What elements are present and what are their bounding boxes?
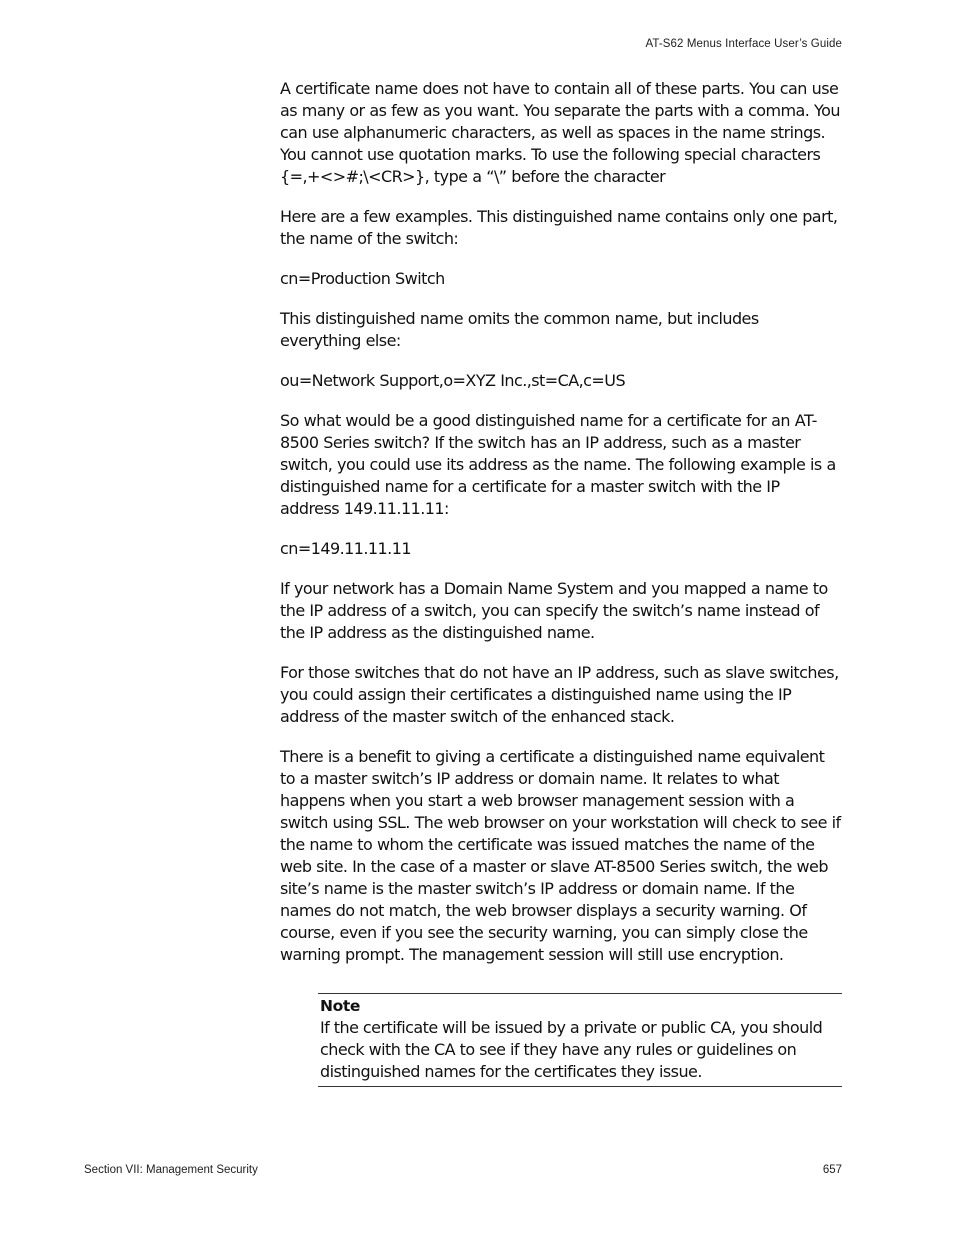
footer-page-number: 657	[822, 1164, 842, 1176]
paragraph-domain-name-system: If your network has a Domain Name System and you mapped a name to the IP address of a switch, you can specify the switch’s name instead of the IP address as the distinguished name.	[280, 579, 828, 642]
paragraph-good-distinguished-name: So what would be a good distinguished name for a certificate for an AT-8500 Series switch? If the switch has an IP address, such as a master switch, you could use its address as the name. The following example is a distinguished name for a certificate for a master switch with the IP address 149.11.11.11:	[280, 411, 836, 518]
footer-section-title: Section VII: Management Security	[84, 1164, 258, 1176]
paragraph-slave-switches: For those switches that do not have an IP address, such as slave switches, you could assign their certificates a distinguished name using the IP address of the master switch of the enhanced stack.	[280, 663, 839, 726]
example-network-support: ou=Network Support,o=XYZ Inc.,st=CA,c=US	[280, 371, 626, 390]
body-text	[280, 78, 842, 984]
paragraph-benefit: There is a benefit to giving a certificate a distinguished name equivalent to a master switch’s IP address or domain name. It relates to what happens when you start a web browser management session with a switch using SSL. The web browser on your workstation will check to see if the name to whom the certificate was issued matches the name of the web site. In the case of a master or slave AT-8500 Series switch, the web site’s name is the master switch’s IP address or domain name. If the names do not match, the web browser displays a security warning. Of course, even if you see the security warning, you can simply close the warning prompt. The management session will still use encryption.	[280, 747, 841, 964]
example-production-switch: cn=Production Switch	[280, 269, 445, 288]
note-box	[318, 993, 842, 1087]
paragraph-omits-common-name: This distinguished name omits the common name, but includes everything else:	[280, 309, 759, 350]
paragraph-examples-intro: Here are a few examples. This distinguished name contains only one part, the name of the switch:	[280, 207, 838, 248]
running-header-guide-title: AT-S62 Menus Interface User’s Guide	[645, 38, 842, 50]
note-title: Note	[320, 997, 360, 1015]
paragraph-certificate-name-parts: A certificate name does not have to contain all of these parts. You can use as many or as few as you want. You separate the parts with a comma. You can use alphanumeric characters, as well as spaces in the name strings. You cannot use quotation marks. To use the following special characters {=,+<>#;\<CR>}, type a “\” before the character	[280, 79, 840, 186]
example-ip-address: cn=149.11.11.11	[280, 539, 411, 558]
note-text: If the certificate will be issued by a private or public CA, you should check with the CA to see if they have any rules or guidelines on distinguished names for the certificates they issue.	[320, 1018, 823, 1081]
